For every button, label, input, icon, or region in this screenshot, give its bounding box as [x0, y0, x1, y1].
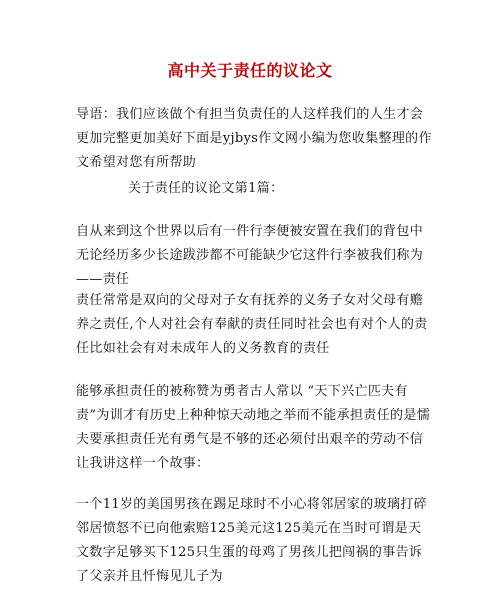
body-paragraph-2: 责任常常是双向的父母对子女有抚养的义务子女对父母有赡养之责任,个人对社会有奉献的责任同时社会也有对个人的责任比如社会有对未成年人的义务教育的责任: [76, 293, 428, 356]
document-title: 高中关于责任的议论文: [167, 61, 333, 80]
body-paragraph-1: 自从来到这个世界以后有一件行李便被安置在我们的背包中无论经历多少长途跋涉都不可能缺少它这件行李被我们称为 ——责任: [76, 224, 424, 287]
section-subheading: 关于责任的议论文第1篇：: [128, 181, 284, 196]
intro-paragraph: 导语：我们应该做个有担当负责任的人这样我们的人生才会更加完整更加美好下面是yjbys作文网小编为您收集整理的作文希望对您有所帮助: [76, 107, 432, 170]
body-paragraph-3: 能够承担责任的被称赞为勇者古人常以 “天下兴亡匹夫有责”为训才有历史上种种惊天动地之举而不能承担责任的是懦夫要承担责任光有勇气是不够的还必须付出艰辛的劳动不信让我讲这样一个故事：: [76, 384, 431, 471]
body-paragraph-4: 一个11岁的美国男孩在踢足球时不小心将邻居家的玻璃打碎邻居愤怒不已向他索赔125美元这125美元在当时可谓是天文数字足够买下125只生蛋的母鸡了男孩儿把闯祸的事告诉了父亲并且忏悔见儿子为: [76, 497, 427, 584]
